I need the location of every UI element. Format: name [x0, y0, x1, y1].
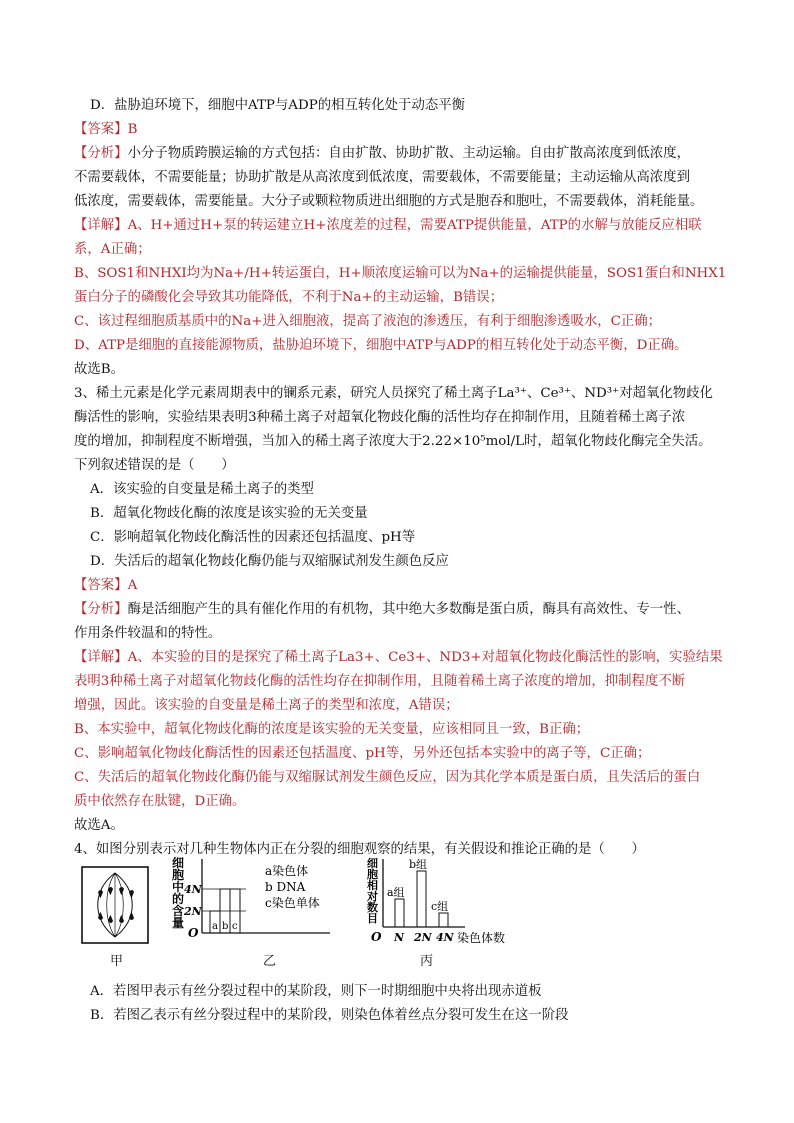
- text-segment: B、SOS1和NHXI均为Na+/H+转运蛋白，H+顺浓度运输可以为Na+的运输提供能量，SOS1蛋白和NHX1: [74, 266, 727, 281]
- text-line-11: [74, 337, 688, 355]
- figure-jia-caption: 甲: [110, 954, 124, 969]
- y-axis-label-char: 细: [367, 857, 378, 870]
- text-segment: 不需要载体，不需要能量；协助扩散是从高浓度到低浓度，需要载体，不需要能量；主动运输从高浓度到: [74, 170, 690, 185]
- text-segment: 下列叙述错误的是（ ）: [74, 458, 235, 473]
- text-segment: 度的增加，抑制程度不断增强，当加入的稀土离子浓度大于2.22×10⁵mol/L时，超氧化物歧化酶完全失活。: [74, 434, 712, 449]
- text-segment: A、H+通过H+泵的转运建立H+浓度差的过程，需要ATP提供能量，ATP的水解与放能反应相联: [127, 218, 702, 233]
- text-line-6: [74, 217, 702, 235]
- text-line-30: [74, 793, 245, 811]
- section-tag: 【详解】: [74, 650, 128, 665]
- origin-label: O: [188, 926, 199, 940]
- y-axis-label-char: 胞: [172, 868, 185, 882]
- text-segment: D．盐胁迫环境下，细胞中ATP与ADP的相互转化处于动态平衡: [90, 98, 466, 113]
- text-line-24: [74, 649, 723, 667]
- text-segment: A: [127, 578, 138, 593]
- text-line-16: [74, 457, 235, 475]
- text-segment: 蛋白分子的磷酸化会导致其功能降低，不利于Na+的主动运输，B错误；: [74, 290, 504, 305]
- text-line-15: [74, 433, 712, 451]
- text-line-33: [90, 983, 542, 1001]
- text-line-17: [90, 481, 314, 499]
- text-segment: A、本实验的目的是探究了稀土离子La3+、Ce3+、ND3+对超氧化物歧化酶活性的影响，实验结果: [127, 650, 723, 665]
- text-line-10: [74, 313, 661, 331]
- y-axis-label-char: 胞: [367, 868, 378, 881]
- text-segment: 增强，因此。该实验的自变量是稀土离子的类型和浓度，A错误；: [74, 698, 459, 713]
- figure-jia-cell: [80, 865, 150, 945]
- bar-letter: b: [222, 921, 229, 932]
- y-axis-label-char: 量: [172, 916, 185, 930]
- text-line-19: [90, 529, 415, 547]
- y-tick-label: 4N: [184, 883, 202, 896]
- bar-letter: a: [212, 921, 218, 932]
- text-segment: 故选A。: [74, 818, 124, 833]
- text-line-31: [74, 817, 124, 835]
- text-line-27: [74, 721, 589, 739]
- y-axis-label-char: 的: [172, 892, 185, 906]
- text-segment: 质中依然存在肽键，D正确。: [74, 794, 246, 809]
- legend-entry: c染色单体: [265, 896, 320, 910]
- text-line-7: [74, 241, 151, 259]
- bar-2N: [417, 871, 426, 927]
- y-axis-label-char: 数: [367, 901, 378, 914]
- bar-label: c组: [431, 900, 449, 913]
- text-line-18: [90, 505, 368, 523]
- text-line-14: [74, 409, 685, 427]
- y-axis-label-char: 对: [367, 890, 378, 903]
- x-axis-label: 染色体数: [457, 931, 506, 945]
- origin-label: O: [371, 930, 382, 944]
- text-segment: B、本实验中，超氧化物歧化酶的浓度是该实验的无关变量，应该相同且一致，B正确；: [74, 722, 590, 737]
- text-segment: 酶活性的影响，实验结果表明3种稀土离子对超氧化物歧化酶的活性均存在抑制作用，且随着稀土离子浓: [74, 410, 686, 425]
- legend-entry: a染色体: [265, 864, 309, 878]
- x-tick-label: N: [394, 931, 405, 944]
- text-segment: B: [127, 122, 138, 137]
- text-segment: 作用条件较温和的特性。: [74, 626, 222, 641]
- text-segment: C、影响超氧化物歧化酶活性的因素还包括温度、pH等，另外还包括本实验中的离子等，C正确；: [74, 746, 651, 761]
- text-line-1: [90, 97, 465, 115]
- text-line-28: [74, 745, 650, 763]
- y-tick-label: 2N: [184, 905, 202, 918]
- text-segment: A．若图甲表示有丝分裂过程中的某阶段，则下一时期细胞中央将出现赤道板: [90, 984, 542, 999]
- section-tag: 【详解】: [74, 218, 128, 233]
- x-tick-label: 4N: [436, 931, 454, 944]
- text-line-22: [74, 601, 690, 619]
- text-line-23: [74, 625, 221, 643]
- text-line-25: [74, 673, 685, 691]
- text-line-2: [74, 121, 137, 139]
- text-line-9: [74, 289, 503, 307]
- text-segment: A．该实验的自变量是稀土离子的类型: [90, 482, 314, 497]
- bar-4N: [439, 913, 448, 927]
- text-line-26: [74, 697, 459, 715]
- text-line-12: [74, 361, 124, 379]
- y-axis-label-char: 细: [172, 856, 185, 870]
- section-tag: 【答案】: [74, 578, 128, 593]
- text-segment: 小分子物质跨膜运输的方式包括：自由扩散、协助扩散、主动运输。自由扩散高浓度到低浓度，: [127, 146, 690, 161]
- y-axis-label-char: 目: [367, 912, 378, 925]
- text-segment: 酶是活细胞产生的具有催化作用的有机物，其中绝大多数酶是蛋白质，酶具有高效性、专一性、: [127, 602, 690, 617]
- text-line-4: [74, 169, 690, 187]
- bar-label: b组: [409, 858, 428, 871]
- text-segment: C、失活后的超氧化物歧化酶仍能与双缩脲试剂发生颜色反应，因为其化学本质是蛋白质，且失活后的蛋白: [74, 770, 701, 785]
- y-axis-label-char: 含: [172, 904, 185, 918]
- figure-yi-caption: 乙: [263, 954, 277, 969]
- text-line-8: [74, 265, 726, 283]
- section-tag: 【分析】: [74, 602, 128, 617]
- bar-N: [395, 899, 404, 927]
- y-axis-label-char: 中: [172, 880, 185, 894]
- text-segment: 4、如图分别表示对几种生物体内正在分裂的细胞观察的结果，有关假设和推论正确的是（ ）: [74, 842, 645, 857]
- text-segment: 低浓度，需要载体，需要能量。大分子或颗粒物质进出细胞的方式是胞吞和胞吐，不需要载体，消耗能量。: [74, 194, 704, 209]
- text-line-20: [90, 553, 449, 571]
- text-line-13: [74, 385, 713, 403]
- text-segment: 系，A正确；: [74, 242, 151, 257]
- text-segment: B．超氧化物歧化酶的浓度是该实验的无关变量: [90, 506, 368, 521]
- text-line-21: [74, 577, 137, 595]
- text-segment: D、ATP是细胞的直接能源物质，盐胁迫环境下，细胞中ATP与ADP的相互转化处于动态平衡，D正确。: [74, 338, 688, 353]
- section-tag: 【答案】: [74, 122, 128, 137]
- figure-row: [80, 855, 720, 970]
- bar-letter: c: [232, 921, 238, 932]
- text-segment: 故选B。: [74, 362, 125, 377]
- text-line-5: [74, 193, 703, 211]
- text-line-34: [90, 1007, 569, 1025]
- x-tick-label: 2N: [414, 931, 432, 944]
- figure-bing-caption: 丙: [420, 954, 434, 969]
- text-segment: D．失活后的超氧化物歧化酶仍能与双缩脲试剂发生颜色反应: [90, 554, 449, 569]
- text-segment: C．影响超氧化物歧化酶活性的因素还包括温度、pH等: [90, 530, 416, 545]
- text-line-29: [74, 769, 700, 787]
- text-segment: 表明3种稀土离子对超氧化物歧化酶的活性均存在抑制作用，且随着稀土离子浓度的增加，抑制程度不断: [74, 674, 686, 689]
- text-segment: B．若图乙表示有丝分裂过程中的某阶段，则染色体着丝点分裂可发生在这一阶段: [90, 1008, 569, 1023]
- text-segment: 3、稀土元素是化学元素周期表中的镧系元素，研究人员探究了稀土离子La³⁺、Ce³⁺、ND³⁺对超氧化物歧化: [74, 386, 713, 401]
- text-segment: C、该过程细胞质基质中的Na+进入细胞液，提高了液泡的渗透压，有利于细胞渗透吸水，C正确；: [74, 314, 662, 329]
- section-tag: 【分析】: [74, 146, 128, 161]
- legend-entry: b DNA: [265, 880, 306, 894]
- y-axis-label-char: 相: [367, 879, 378, 892]
- bar-label: a组: [387, 886, 405, 899]
- text-line-3: [74, 145, 690, 163]
- figure-yi-chart: [170, 855, 350, 950]
- figure-bing-chart: [365, 855, 515, 950]
